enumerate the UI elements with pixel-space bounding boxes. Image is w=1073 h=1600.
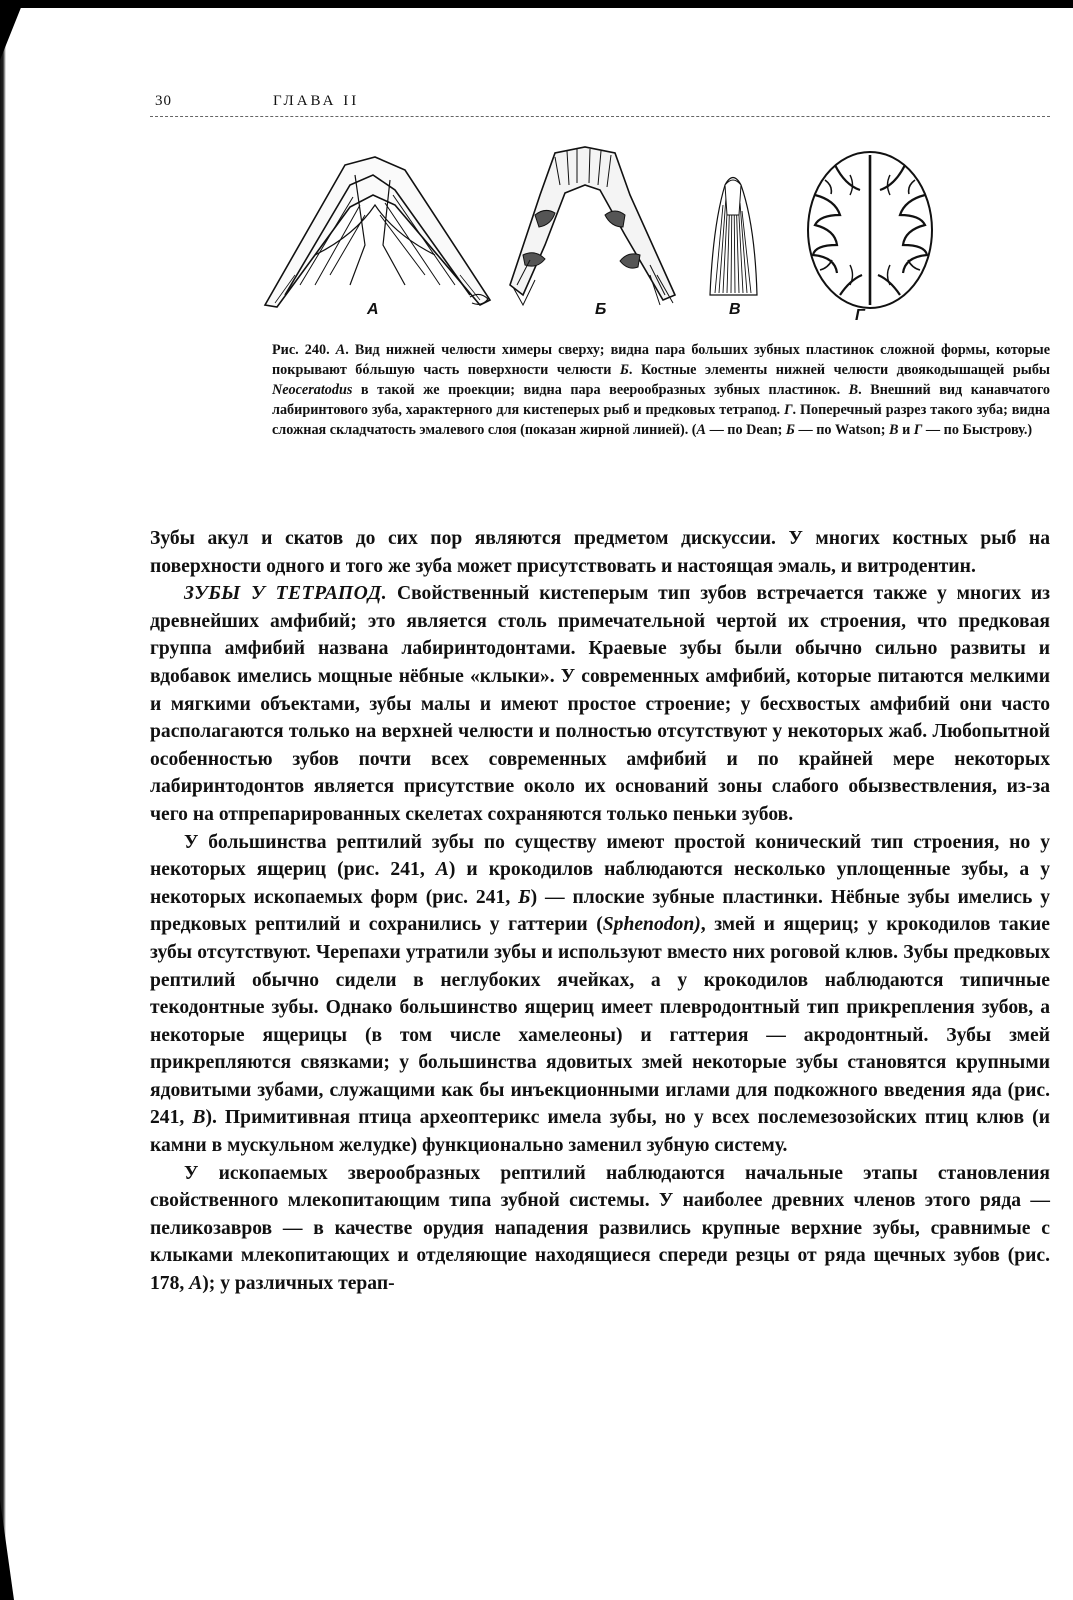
paragraph-3-text-a: У большинства рептилий зубы по существу имеют простой конический тип строения, но у некоторых ящериц (рис. 241, xyxy=(150,831,1050,881)
paragraph-2-text: Свойственный кистеперым тип зубов встречается также у многих из древнейших амфибий; это является столь примечательной чертой их строения, что предковая группа амфибий названа лабиринтодонтами. Краевые зубы были обычно сильно развиты и вдобавок имелись мощные нёбные «клыки». У современных амфибий, которые питаются мелкими и мягкими объектами, зубы малы и имеют простое строение; у бесхвостых амфибий они часто располагаются только на верхней челюсти и полностью отсутствуют у некоторых жаб. Любопытной особенностью зубов почти всех современных амфибий и по крайней мере некоторых лабиринтодонтов является присутствие около их оснований зоны слабого обызвествления, из-за чего на отпрепарированных скелетах сохраняются только пеньки зубов. xyxy=(150,583,1050,825)
paragraph-3 xyxy=(150,829,1050,1160)
drawing-g-tooth-cross-section xyxy=(808,152,932,308)
caption-part: А xyxy=(335,342,346,358)
figure-ref: Б xyxy=(518,886,531,908)
running-head xyxy=(155,93,1055,115)
drawing-b-neoceratodus-jaw xyxy=(510,147,675,305)
drawing-a-chimaera-jaw xyxy=(265,157,490,307)
figure-drawings xyxy=(255,135,1055,320)
caption-part: . Костные элементы нижней челюсти двоякодышащей рыбы xyxy=(628,362,1051,378)
page-number: 30 xyxy=(155,93,172,109)
figure-label-g: Г xyxy=(855,307,865,324)
figure-caption xyxy=(272,340,1050,440)
caption-part: Б xyxy=(619,362,629,378)
scan-corner-shadow-bottom xyxy=(0,1500,14,1600)
figure-ref: А xyxy=(435,859,449,881)
paragraph-4-text-a: У ископаемых зверообразных рептилий наблюдаются начальные этапы становления свойственного млекопитающим типа зубной системы. У наиболее древних членов этого ряда — пеликозавров — в качестве орудия нападения развились крупные верхние зубы, сравнимые с клыками млекопитающих и отделяющие находящиеся спереди резцы от ряда щечных зубов (рис. 178, xyxy=(150,1162,1050,1295)
figure-ref: В xyxy=(192,1107,206,1129)
section-heading-tetrapod-teeth: ЗУБЫ У ТЕТРАПОД. xyxy=(184,583,388,605)
paragraph-3-text-c: ) — плоские зубные пластинки. Нёбные зубы имелись у предковых рептилий и сохранились у гаттерии ( xyxy=(150,886,1050,936)
figure-label-v: В xyxy=(729,301,741,318)
body-text xyxy=(150,525,1050,1298)
caption-part: . Поперечный разрез такого зуба; видна сложная складчатость эмалевого слоя (показан жирной линией). ( xyxy=(272,402,1050,438)
scan-corner-shadow xyxy=(0,0,24,60)
figure-label-b: Б xyxy=(595,301,607,318)
caption-part: Б xyxy=(785,422,795,438)
paragraph-4-text-b: ); у различных терап- xyxy=(202,1273,395,1295)
scan-border-left xyxy=(0,0,6,1600)
paragraph-1: Зубы акул и скатов до сих пор являются предметом дискуссии. У многих костных рыб на поверхности одного и того же зуба может присутствовать и настоящая эмаль, и витродентин. xyxy=(150,528,1050,577)
caption-part: в такой же проекции; видна пара веерообразных зубных пластинок. xyxy=(352,382,849,398)
figure-ref: А xyxy=(189,1273,203,1295)
caption-part: . Внешний вид канавчатого лабиринтового зуба, характерного для кистеперых рыб и предковых тетрапод. xyxy=(272,382,1050,418)
chapter-title: ГЛАВА II xyxy=(273,93,360,109)
caption-part: А xyxy=(696,422,707,438)
caption-lead: Рис. 240. xyxy=(272,342,336,358)
caption-part: — по Быстрову.) xyxy=(922,422,1033,438)
caption-part: Г xyxy=(783,402,793,418)
paragraph-2 xyxy=(150,580,1050,828)
caption-part: В xyxy=(889,422,899,438)
paragraph-3-text-d: , змей и ящериц; у крокодилов такие зубы отсутствуют. Черепахи утратили зубы и используют вместо них роговой клюв. Зубы предковых рептилий обычно сидели в неглубоких ячейках, а у крокодилов наблюдаются типичные текодонтные зубы. Однако большинство ящериц имеет плевродонтный тип прикрепления зубов, а некоторые ящерицы (в том числе хамелеоны) и гаттерия — акродонтный. Зубы змей прикрепляются связками; у большинства ядовитых змей некоторые зубы становятся крупными ядовитыми зубами, служащими как бы инъекционными иглами для подкожного введения яда (рис. 241, xyxy=(150,914,1050,1129)
paragraph-3-text-b: ) и крокодилов наблюдаются несколько уплощенные зубы, а у некоторых ископаемых форм (рис. 241, xyxy=(150,859,1050,908)
caption-part: и xyxy=(898,422,914,438)
caption-part: . Вид нижней челюсти химеры сверху; видна пара больших зубных пластинок сложной формы, которые покрывают бóльшую часть поверхности челюсти xyxy=(272,342,1050,378)
caption-part: В xyxy=(848,382,859,398)
figure-label-a: А xyxy=(367,301,379,318)
caption-part: — по Watson; xyxy=(794,422,890,438)
latin-name: Sphenodon) xyxy=(602,914,701,936)
header-rule xyxy=(150,116,1050,117)
drawing-v-labyrinth-tooth xyxy=(710,178,757,296)
scan-border-top xyxy=(0,0,1073,8)
paragraph-4 xyxy=(150,1160,1050,1298)
caption-part: — по Dean; xyxy=(706,422,786,438)
figure-240 xyxy=(255,135,1055,324)
caption-part: Г xyxy=(913,422,923,438)
caption-part: Neoceratodus xyxy=(272,382,353,398)
paragraph-3-text-e: ). Примитивная птица археоптерикс имела зубы, но у всех послемезозойских птиц клюв (и камни в мускульном желудке) функционально заменил зубную систему. xyxy=(150,1107,1050,1157)
